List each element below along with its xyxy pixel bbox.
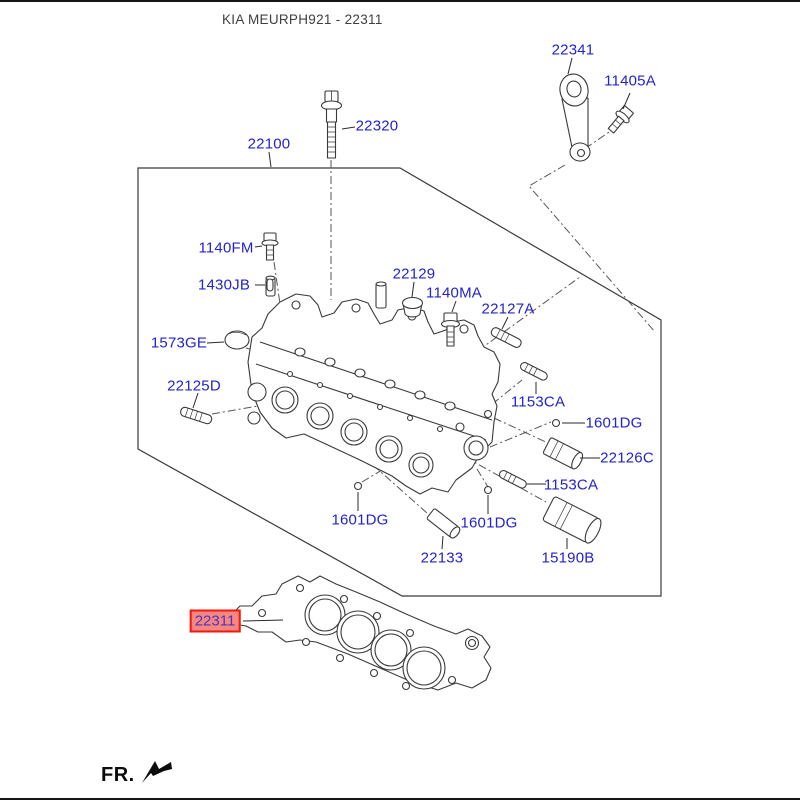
page-title: KIA MEURPH921 - 22311 (222, 12, 383, 27)
part-drawing-15190B (542, 496, 604, 545)
part-label-22341[interactable]: 22341 (551, 41, 595, 59)
part-label-11405A[interactable]: 11405A (604, 72, 656, 90)
part-label-22125D[interactable]: 22125D (167, 377, 221, 395)
part-drawing-22341 (557, 71, 591, 161)
part-drawing-11405A (605, 104, 635, 136)
part-label-15190B[interactable]: 15190B (541, 549, 595, 567)
part-drawing-1573GE (225, 331, 249, 349)
part-label-1153CA[interactable]: 1153CA (543, 476, 599, 494)
part-label-22129[interactable]: 22129 (392, 265, 436, 283)
part-label-22126C[interactable]: 22126C (600, 449, 654, 467)
part-drawing-22125D (180, 406, 213, 424)
part-label-1601DG[interactable]: 1601DG (460, 514, 518, 532)
part-drawing-1153CA-a (519, 361, 548, 381)
part-drawing-cylinder-head-22100 (248, 276, 500, 494)
part-label-1430JB[interactable]: 1430JB (197, 276, 251, 294)
part-drawing-1430JB (267, 279, 273, 291)
part-drawing-22320 (322, 91, 342, 158)
part-drawing-22311-gasket (232, 576, 491, 690)
part-label-22133[interactable]: 22133 (420, 549, 464, 567)
part-drawing-22129 (403, 298, 423, 317)
part-label-1140FM[interactable]: 1140FM (198, 239, 254, 257)
part-label-1573GE[interactable]: 1573GE (150, 334, 208, 352)
part-drawing-22126C (543, 437, 585, 470)
part-drawing-22127A (490, 326, 523, 349)
diagram-canvas (0, 2, 800, 800)
part-label-1601DG[interactable]: 1601DG (331, 511, 389, 529)
part-label-22127A[interactable]: 22127A (481, 300, 535, 318)
part-label-22100[interactable]: 22100 (247, 135, 291, 153)
part-label-1153CA[interactable]: 1153CA (510, 393, 566, 411)
front-direction-label: FR. (101, 764, 135, 786)
part-drawing-22133 (426, 508, 461, 539)
front-direction-arrow-icon (138, 755, 178, 789)
selected-part-label-22311[interactable]: 22311 (190, 610, 241, 633)
part-drawing-1140FM (262, 233, 278, 260)
part-label-22320[interactable]: 22320 (355, 117, 399, 135)
part-label-1601DG[interactable]: 1601DG (585, 414, 643, 432)
part-drawing-1153CA-b (498, 469, 527, 489)
part-label-1140MA[interactable]: 1140MA (426, 284, 482, 302)
